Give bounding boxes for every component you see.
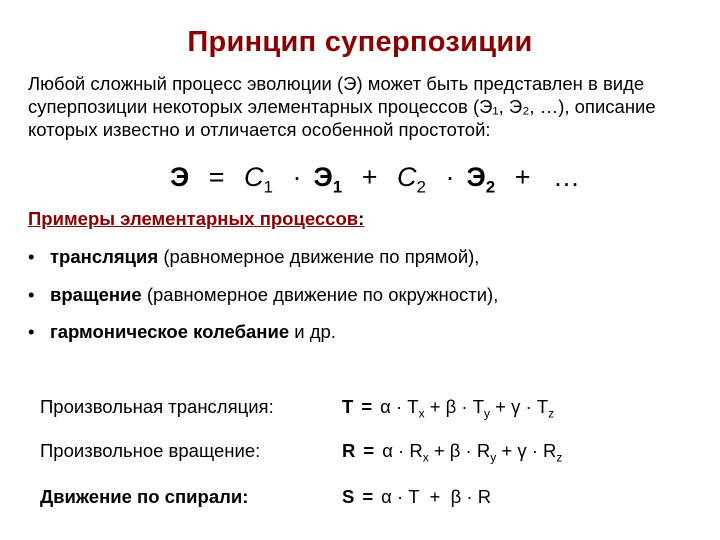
motion-symbol: S: [342, 486, 355, 507]
bullet-icon: •: [28, 246, 35, 267]
term-sub: x: [418, 406, 425, 421]
term: α · T: [380, 396, 419, 417]
term-sub: y: [484, 406, 491, 421]
formula-eq: =: [208, 162, 225, 192]
eq-sign: =: [362, 486, 374, 507]
motion-eq-spiral: [342, 486, 491, 508]
formula-e1: Э: [313, 162, 333, 192]
motion-eq-rotation: [342, 440, 562, 465]
term-sub: x: [422, 450, 429, 465]
formula-c1: C: [244, 162, 264, 192]
formula-tail: + …: [514, 162, 580, 192]
motion-label-rotation: Произвольное вращение:: [40, 440, 261, 461]
term: γ · T: [511, 396, 549, 417]
formula-plus-1: +: [361, 162, 378, 192]
term-sub: y: [490, 450, 497, 465]
formula-e1-sub: 1: [332, 177, 343, 197]
bullet-icon: •: [28, 284, 35, 305]
examples-heading: [28, 208, 364, 230]
examples-heading-text: Примеры элементарных процессов: [28, 208, 359, 229]
motion-label-spiral: Движение по спирали:: [40, 486, 249, 507]
list-item-term: трансляция: [50, 246, 159, 267]
eq-sign: =: [363, 440, 375, 461]
plus-sign: +: [424, 396, 446, 417]
intro-paragraph: Любой сложный процесс эволюции (Э) может быть представлен в виде суперпозиции некоторых элементарных процессов (Э₁, Э₂, …), описание которых известно и отличается особенной простотой:: [28, 73, 656, 140]
list-item: [28, 284, 498, 306]
examples-heading-colon: :: [358, 208, 365, 229]
list-item: [28, 321, 336, 343]
formula-c2: C: [397, 162, 417, 192]
formula-e2: Э: [466, 162, 486, 192]
formula-lhs: Э: [170, 162, 190, 192]
formula-e2-sub: 2: [485, 177, 496, 197]
term-sub: z: [548, 406, 555, 421]
formula-dot-2: ·: [445, 162, 455, 192]
motion-eq-translation: [342, 396, 554, 421]
eq-sign: =: [361, 396, 373, 417]
spiral-terms: α · T + β · R: [381, 486, 492, 507]
plus-sign: +: [496, 440, 518, 461]
motion-symbol: T: [342, 396, 354, 417]
motion-label-translation: Произвольная трансляция:: [40, 396, 274, 417]
term: β · R: [449, 440, 491, 461]
list-item-desc: и др.: [289, 321, 336, 342]
bullet-icon: •: [28, 321, 35, 342]
list-item-desc: (равномерное движение по прямой),: [158, 246, 480, 267]
formula-dot-1: ·: [292, 162, 302, 192]
term: β · T: [445, 396, 485, 417]
superposition-formula: [170, 162, 592, 197]
list-item-term: гармоническое колебание: [50, 321, 290, 342]
term: γ · R: [517, 440, 557, 461]
plus-sign: +: [428, 440, 450, 461]
motion-symbol: R: [342, 440, 356, 461]
term: α · R: [382, 440, 423, 461]
formula-c1-sub: 1: [263, 177, 273, 197]
page-title: Принцип суперпозиции: [187, 26, 533, 58]
list-item-term: вращение: [50, 284, 142, 305]
formula-c2-sub: 2: [416, 177, 426, 197]
list-item-desc: (равномерное движение по окружности),: [141, 284, 499, 305]
term-sub: z: [556, 450, 563, 465]
plus-sign: +: [490, 396, 512, 417]
list-item: [28, 246, 479, 268]
